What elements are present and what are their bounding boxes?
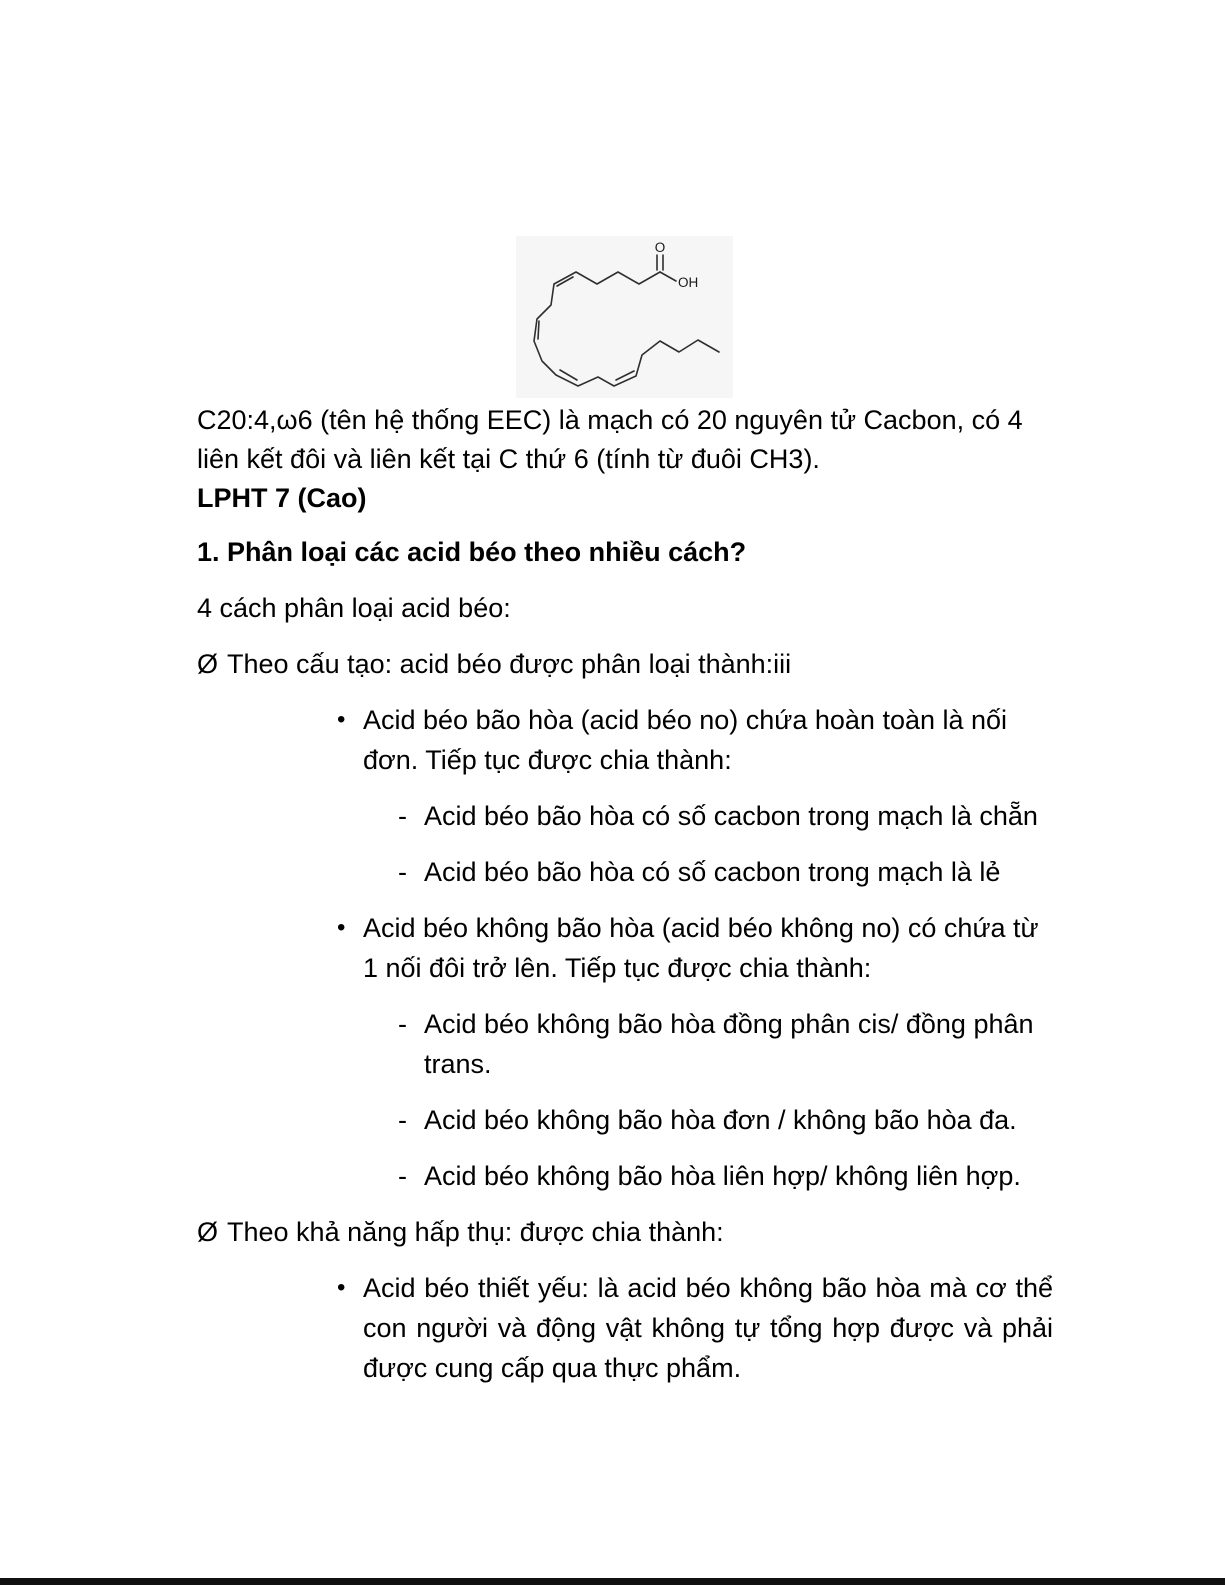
section-by-absorption-label — [197, 1212, 1053, 1252]
dash-item — [197, 1156, 1053, 1196]
dash-marker: - — [398, 801, 407, 831]
dash-marker: - — [398, 857, 407, 887]
bullet-text: Acid béo thiết yếu: là acid béo không bão hòa mà cơ thể con người và động vật không tự tổng hợp được và phải được cung cấp qua thực phẩm. — [363, 1273, 1053, 1383]
bullet-item — [197, 700, 1053, 780]
section-label-text: Theo khả năng hấp thụ: được chia thành: — [227, 1217, 724, 1247]
bullet-text: Acid béo bão hòa (acid béo no) chứa hoàn toàn là nối đơn. Tiếp tục được chia thành: — [363, 705, 1008, 775]
dash-text: Acid béo không bão hòa liên hợp/ không liên hợp. — [424, 1161, 1021, 1191]
intro-paragraph: C20:4,ω6 (tên hệ thống EEC) là mạch có 20 nguyên tử Cacbon, có 4 liên kết đôi và liên kết tại C thứ 6 (tính từ đuôi CH3). — [197, 405, 1023, 474]
bullet-marker: • — [337, 914, 346, 941]
dash-text: Acid béo bão hòa có số cacbon trong mạch là chẵn — [424, 801, 1038, 831]
bullet-text: Acid béo không bão hòa (acid béo không no) có chứa từ 1 nối đôi trở lên. Tiếp tục được chia thành: — [363, 913, 1039, 983]
carbonyl-oxygen-label: O — [654, 240, 666, 255]
dash-item — [197, 1100, 1053, 1140]
bullet-marker: • — [337, 706, 346, 733]
dash-text: Acid béo bão hòa có số cacbon trong mạch là lẻ — [424, 857, 1001, 887]
intro-block — [197, 401, 1053, 518]
section-label-text: Theo cấu tạo: acid béo được phân loại thành:iii — [227, 649, 792, 679]
intro-bold-note: LPHT 7 (Cao) — [197, 483, 367, 513]
dash-marker: - — [398, 1161, 407, 1191]
hydroxyl-label: OH — [678, 275, 699, 290]
question-heading: 1. Phân loại các acid béo theo nhiều cách? — [197, 537, 747, 567]
dash-text: Acid béo không bão hòa đơn / không bão hòa đa. — [424, 1105, 1017, 1135]
arrow-marker: Ø — [197, 1217, 219, 1247]
answer-lead: 4 cách phân loại acid béo: — [197, 593, 511, 623]
bullet-marker: • — [337, 1274, 346, 1301]
page-separator — [0, 1578, 1225, 1585]
dash-item — [197, 1004, 1053, 1084]
dash-text: Acid béo không bão hòa đồng phân cis/ đồng phân trans. — [424, 1009, 1034, 1079]
section-by-structure-label — [197, 644, 1053, 684]
dash-marker: - — [398, 1105, 407, 1135]
dash-item — [197, 796, 1053, 836]
arrow-marker: Ø — [197, 649, 219, 679]
bullet-item — [197, 908, 1053, 988]
dash-marker: - — [398, 1009, 407, 1039]
bullet-item — [197, 1268, 1053, 1388]
dash-item — [197, 852, 1053, 892]
